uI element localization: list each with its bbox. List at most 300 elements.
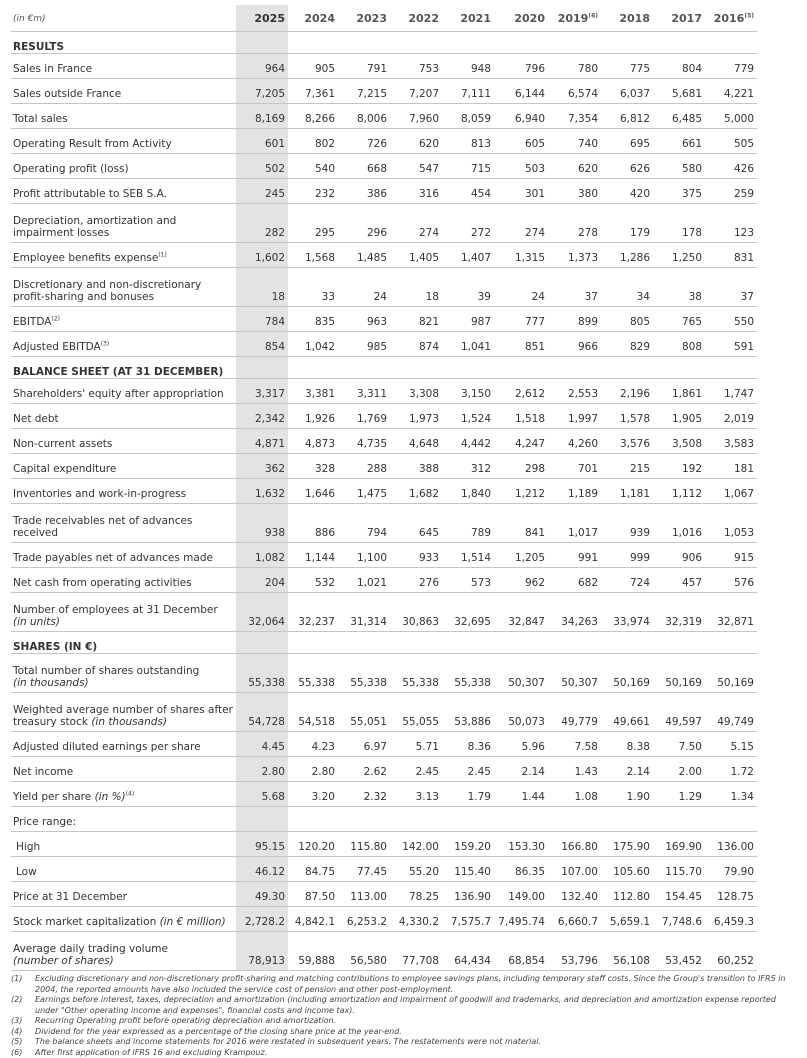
value-cell: 54,518 [288,693,338,732]
row-label-text: Total sales [13,113,68,125]
value-cell: 777 [494,307,548,332]
value-cell [548,807,601,832]
value-cell: 1,632 [236,479,288,504]
value-cell: 215 [601,454,653,479]
value-cell: 605 [494,129,548,154]
value-cell: 740 [548,129,601,154]
value-cell: 2,612 [494,379,548,404]
table-row [11,79,807,104]
value-cell: 4.45 [236,732,288,757]
value-cell: 829 [601,332,653,357]
value-cell: 1.43 [548,757,601,782]
value-cell: 726 [338,129,390,154]
row-label [11,807,236,832]
value-cell: 4,873 [288,429,338,454]
value-cell: 34,263 [548,593,601,632]
value-cell: 169.90 [653,832,705,857]
row-label-text: Adjusted EBITDA [13,341,101,353]
year-header-cell [442,6,494,32]
row-label-text: Profit attributable to SEB S.A. [13,188,167,200]
value-cell: 933 [390,543,442,568]
table-row [11,654,807,693]
row-label [11,243,236,268]
value-cell: 724 [601,568,653,593]
value-cell: 154.45 [653,882,705,907]
value-cell: 503 [494,154,548,179]
table-row [11,307,807,332]
value-cell: 1,250 [653,243,705,268]
value-cell: 288 [338,454,390,479]
value-cell: 53,886 [442,693,494,732]
value-cell: 796 [494,54,548,79]
value-cell: 60,252 [705,932,757,971]
table-row [11,832,807,857]
footnotes [11,974,791,1058]
value-cell: 1,373 [548,243,601,268]
row-label [11,379,236,404]
value-cell: 32,319 [653,593,705,632]
row-label-text: Price at 31 December [13,891,127,903]
year-label: 2024 [304,12,335,25]
row-label [11,654,236,693]
value-cell: 79.90 [705,857,757,882]
value-cell: 4,260 [548,429,601,454]
value-cell: 55.20 [390,857,442,882]
value-cell: 142.00 [390,832,442,857]
value-cell: 1,682 [390,479,442,504]
value-cell: 24 [338,268,390,307]
year-label: 2023 [356,12,387,25]
value-cell: 128.75 [705,882,757,907]
value-cell [494,807,548,832]
section-header-row [11,357,807,379]
table-row [11,543,807,568]
value-cell: 3,317 [236,379,288,404]
value-cell: 695 [601,129,653,154]
value-cell: 5.96 [494,732,548,757]
value-cell: 1,189 [548,479,601,504]
table-row [11,379,807,404]
value-cell: 7,111 [442,79,494,104]
value-cell: 964 [236,54,288,79]
value-cell: 296 [338,204,390,243]
table-row [11,932,807,971]
row-label-text: High [16,841,40,853]
value-cell: 899 [548,307,601,332]
row-label [11,79,236,104]
value-cell: 5,681 [653,79,705,104]
value-cell: 32,847 [494,593,548,632]
value-cell: 272 [442,204,494,243]
value-cell: 32,064 [236,593,288,632]
value-cell: 1,144 [288,543,338,568]
value-cell [601,807,653,832]
value-cell: 8.38 [601,732,653,757]
value-cell: 49,661 [601,693,653,732]
value-cell: 115.40 [442,857,494,882]
value-cell: 2.80 [288,757,338,782]
value-cell: 804 [653,54,705,79]
value-cell: 966 [548,332,601,357]
section-header-row [11,32,807,54]
value-cell: 854 [236,332,288,357]
value-cell: 963 [338,307,390,332]
value-cell: 1,578 [601,404,653,429]
value-cell: 6,037 [601,79,653,104]
row-label [11,429,236,454]
value-cell: 1.90 [601,782,653,807]
row-label-text: Weighted average number of shares after treasury stock [13,704,233,728]
footnote-number: (5) [11,1037,35,1048]
value-cell: 8,006 [338,104,390,129]
value-cell: 77,708 [390,932,442,971]
row-label [11,907,236,932]
value-cell: 3,583 [705,429,757,454]
footnote-ref: (1) [158,252,167,259]
value-cell: 295 [288,204,338,243]
value-cell: 2.45 [442,757,494,782]
value-cell: 454 [442,179,494,204]
year-label: 2021 [460,12,491,25]
value-cell: 46.12 [236,857,288,882]
value-cell: 55,338 [442,654,494,693]
row-label [11,757,236,782]
value-cell: 278 [548,204,601,243]
value-cell: 4,871 [236,429,288,454]
value-cell: 49.30 [236,882,288,907]
value-cell: 753 [390,54,442,79]
row-sublabel: (in € million) [160,916,226,928]
value-cell: 701 [548,454,601,479]
value-cell: 2,553 [548,379,601,404]
row-label-text: Employee benefits expense [13,252,158,264]
value-cell: 3.13 [390,782,442,807]
value-cell: 6.97 [338,732,390,757]
value-cell: 813 [442,129,494,154]
value-cell: 1.34 [705,782,757,807]
row-label-text: Shareholders' equity after appropriation [13,388,224,400]
footnote-text: Excluding discretionary and non-discretionary profit-sharing and matching contributions to employee savings plans, including temporary staff costs. Since the Group's transition to IFRS in 2004, the reported amounts have also included the service cost of pension and other post-employment. [35,974,791,995]
value-cell: 178 [653,204,705,243]
value-cell: 1.44 [494,782,548,807]
value-cell: 232 [288,179,338,204]
row-label-text: Capital expenditure [13,463,116,475]
value-cell: 808 [653,332,705,357]
value-cell: 7.50 [653,732,705,757]
value-cell: 380 [548,179,601,204]
table-row [11,782,807,807]
value-cell: 30,863 [390,593,442,632]
value-cell: 50,169 [601,654,653,693]
value-cell: 1,905 [653,404,705,429]
year-label: 2022 [408,12,439,25]
value-cell: 159.20 [442,832,494,857]
year-footnote-ref: (6) [588,12,598,19]
value-cell [236,807,288,832]
value-cell: 1,518 [494,404,548,429]
value-cell: 50,073 [494,693,548,732]
value-cell [705,807,757,832]
table-row [11,732,807,757]
table-row [11,454,807,479]
year-header-cell [338,6,390,32]
value-cell: 821 [390,307,442,332]
year-header-cell [494,6,548,32]
section-title: RESULTS [11,32,757,54]
row-label-text: Discretionary and non-discretionary profit-sharing and bonuses [13,279,201,303]
value-cell: 1,926 [288,404,338,429]
value-cell: 962 [494,568,548,593]
value-cell: 259 [705,179,757,204]
value-cell: 915 [705,543,757,568]
value-cell: 4,442 [442,429,494,454]
value-cell: 136.90 [442,882,494,907]
value-cell: 1,205 [494,543,548,568]
value-cell: 54,728 [236,693,288,732]
value-cell: 55,338 [338,654,390,693]
value-cell: 550 [705,307,757,332]
value-cell: 301 [494,179,548,204]
table-row [11,243,807,268]
table-row [11,807,807,832]
value-cell: 34 [601,268,653,307]
row-label [11,179,236,204]
row-label [11,104,236,129]
value-cell: 181 [705,454,757,479]
footnote-ref: (3) [101,341,110,348]
value-cell: 7,575.7 [442,907,494,932]
value-cell: 7.58 [548,732,601,757]
table-row [11,54,807,79]
table-row [11,479,807,504]
value-cell: 805 [601,307,653,332]
table-row [11,429,807,454]
value-cell: 547 [390,154,442,179]
value-cell: 791 [338,54,390,79]
value-cell: 276 [390,568,442,593]
year-label: 2019 [558,12,589,25]
row-label [11,454,236,479]
value-cell: 4,735 [338,429,390,454]
row-sublabel: (in %) [95,791,126,803]
footnote-number: (2) [11,995,35,1016]
value-cell: 939 [601,504,653,543]
row-label-text: Average daily trading volume [13,943,168,955]
value-cell: 987 [442,307,494,332]
value-cell: 37 [705,268,757,307]
row-label-text: Sales outside France [13,88,121,100]
value-cell: 1,016 [653,504,705,543]
value-cell: 4,330.2 [390,907,442,932]
value-cell: 991 [548,543,601,568]
value-cell: 8,169 [236,104,288,129]
value-cell: 999 [601,543,653,568]
value-cell: 1.08 [548,782,601,807]
value-cell: 4,648 [390,429,442,454]
value-cell: 38 [653,268,705,307]
value-cell: 682 [548,568,601,593]
value-cell: 50,307 [548,654,601,693]
row-label [11,332,236,357]
value-cell: 3,311 [338,379,390,404]
section-title: BALANCE SHEET (AT 31 DECEMBER) [11,357,757,379]
value-cell: 204 [236,568,288,593]
table-row [11,693,807,732]
value-cell: 886 [288,504,338,543]
row-label-text: Inventories and work-in-progress [13,488,186,500]
row-label-text: Trade payables net of advances made [13,552,213,564]
row-label-text: Total number of shares outstanding [13,665,199,677]
unit-label: (in €m) [11,6,236,32]
value-cell: 2.45 [390,757,442,782]
value-cell: 573 [442,568,494,593]
value-cell: 3.20 [288,782,338,807]
value-cell: 6,253.2 [338,907,390,932]
row-label-text: Operating profit (loss) [13,163,129,175]
row-label [11,307,236,332]
footnote-number: (4) [11,1027,35,1038]
row-label [11,832,236,857]
value-cell: 1,041 [442,332,494,357]
value-cell: 87.50 [288,882,338,907]
year-header-cell [548,6,601,32]
year-header-cell [601,6,653,32]
value-cell: 68,854 [494,932,548,971]
value-cell: 179 [601,204,653,243]
value-cell: 780 [548,54,601,79]
value-cell: 298 [494,454,548,479]
value-cell: 1,021 [338,568,390,593]
value-cell: 1,747 [705,379,757,404]
footnote [11,1016,791,1027]
table-row [11,104,807,129]
row-label-text: Number of employees at 31 December [13,604,218,616]
value-cell: 115.70 [653,857,705,882]
year-header-cell [288,6,338,32]
footnote-text: Dividend for the year expressed as a percentage of the closing share price at the year-end. [35,1027,402,1038]
value-cell: 1,181 [601,479,653,504]
year-header-cell [236,6,288,32]
value-cell: 8.36 [442,732,494,757]
value-cell: 115.80 [338,832,390,857]
value-cell: 1,112 [653,479,705,504]
value-cell: 49,779 [548,693,601,732]
footnote-text: The balance sheets and income statements for 2016 were restated in subsequent years. The restatements were not material. [35,1037,541,1048]
row-label-text: Net cash from operating activities [13,577,192,589]
value-cell: 31,314 [338,593,390,632]
value-cell: 1,100 [338,543,390,568]
table-row [11,882,807,907]
row-sublabel: (in units) [13,616,60,628]
value-cell: 7,748.6 [653,907,705,932]
value-cell: 3,576 [601,429,653,454]
footnote [11,995,791,1016]
value-cell: 8,266 [288,104,338,129]
value-cell: 78,913 [236,932,288,971]
value-cell: 591 [705,332,757,357]
value-cell: 39 [442,268,494,307]
value-cell: 6,574 [548,79,601,104]
value-cell: 37 [548,268,601,307]
value-cell: 7,215 [338,79,390,104]
value-cell: 906 [653,543,705,568]
value-cell: 55,338 [390,654,442,693]
value-cell: 59,888 [288,932,338,971]
value-cell: 668 [338,154,390,179]
footnote [11,974,791,995]
section-header-row [11,632,807,654]
value-cell: 312 [442,454,494,479]
year-label: 2017 [671,12,702,25]
value-cell: 282 [236,204,288,243]
value-cell: 50,169 [705,654,757,693]
year-label: 2016 [714,12,745,25]
value-cell: 1,042 [288,332,338,357]
value-cell: 105.60 [601,857,653,882]
row-label-text: Operating Result from Activity [13,138,172,150]
value-cell: 794 [338,504,390,543]
value-cell: 2,342 [236,404,288,429]
value-cell: 113.00 [338,882,390,907]
value-cell: 55,051 [338,693,390,732]
year-header-cell [390,6,442,32]
value-cell: 2.14 [601,757,653,782]
value-cell: 874 [390,332,442,357]
value-cell: 328 [288,454,338,479]
value-cell: 1,514 [442,543,494,568]
value-cell: 1,485 [338,243,390,268]
value-cell: 53,452 [653,932,705,971]
row-label [11,479,236,504]
value-cell [653,807,705,832]
value-cell: 5,000 [705,104,757,129]
value-cell: 715 [442,154,494,179]
row-label [11,782,236,807]
value-cell: 1,997 [548,404,601,429]
value-cell: 1,602 [236,243,288,268]
row-label-text: Trade receivables net of advances received [13,515,192,539]
value-cell: 32,871 [705,593,757,632]
year-header-cell [653,6,705,32]
value-cell: 6,812 [601,104,653,129]
row-label-text: Net income [13,766,73,778]
value-cell: 50,169 [653,654,705,693]
row-label-text: EBITDA [13,316,51,328]
value-cell: 1,568 [288,243,338,268]
row-label [11,129,236,154]
value-cell: 166.80 [548,832,601,857]
table-row [11,204,807,243]
value-cell: 626 [601,154,653,179]
value-cell: 50,307 [494,654,548,693]
value-cell: 620 [390,129,442,154]
value-cell: 5.15 [705,732,757,757]
value-cell: 274 [494,204,548,243]
footnote-ref: (4) [126,791,135,798]
value-cell: 540 [288,154,338,179]
row-label-text: Price range: [13,816,76,828]
year-header-row [11,6,807,32]
value-cell: 2.32 [338,782,390,807]
value-cell: 7,205 [236,79,288,104]
table-row [11,404,807,429]
value-cell: 1,067 [705,479,757,504]
value-cell: 784 [236,307,288,332]
value-cell: 7,361 [288,79,338,104]
footnote-number: (3) [11,1016,35,1027]
value-cell: 388 [390,454,442,479]
value-cell: 2,019 [705,404,757,429]
